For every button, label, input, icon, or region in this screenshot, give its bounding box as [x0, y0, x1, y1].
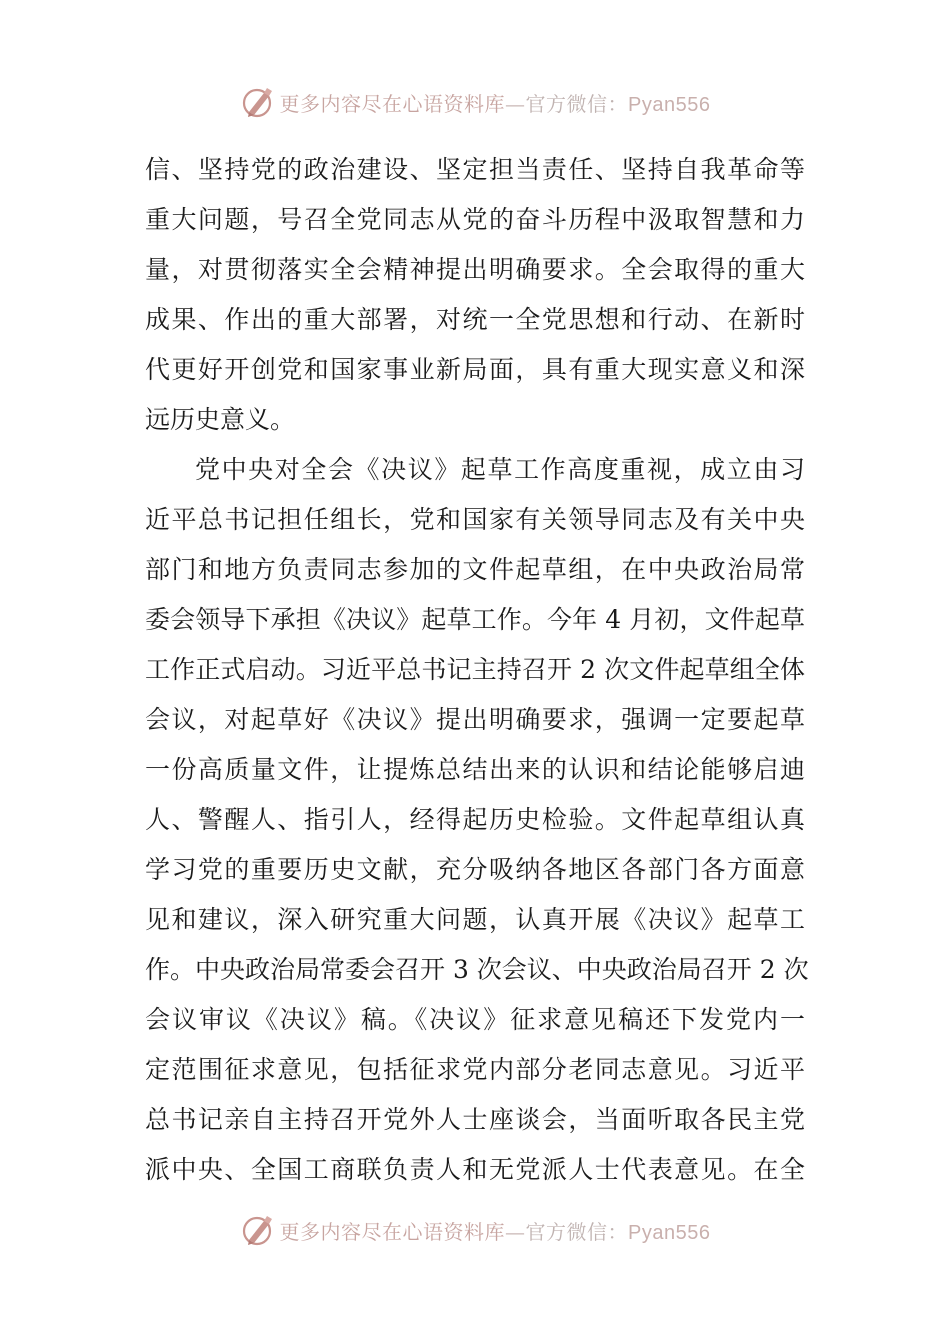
text-line: 总书记亲自主持召开党外人士座谈会，当面听取各民主党 [145, 1105, 805, 1134]
body-text [145, 145, 809, 1195]
text-line: 重大问题，号召全党同志从党的奋斗历程中汲取智慧和力 [145, 205, 805, 234]
text-line: 工作正式启动。习近平总书记主持召开 2 次文件起草组全体 [145, 655, 805, 684]
text-line: 成果、作出的重大部署，对统一全党思想和行动、在新时 [145, 305, 805, 334]
text-line: 作。中央政治局常委会召开 3 次会议、中央政治局召开 2 次 [145, 955, 809, 984]
header-watermark [0, 82, 950, 122]
text-line: 近平总书记担任组长，党和国家有关领导同志及有关中央 [145, 505, 805, 534]
text-line: 学习党的重要历史文献，充分吸纳各地区各部门各方面意 [145, 855, 805, 884]
text-line: 信、坚持党的政治建设、坚定担当责任、坚持自我革命等 [145, 155, 805, 184]
paragraph-1 [145, 145, 805, 445]
text-line: 党中央对全会《决议》起草工作高度重视，成立由习 [195, 455, 805, 484]
text-line: 一份高质量文件，让提炼总结出来的认识和结论能够启迪 [145, 755, 805, 784]
watermark-id: Pyan556 [628, 1221, 711, 1244]
text-line: 部门和地方负责同志参加的文件起草组，在中央政治局常 [145, 555, 805, 584]
text-line: 人、警醒人、指引人，经得起历史检验。文件起草组认真 [145, 805, 805, 834]
footer-watermark [0, 1210, 950, 1250]
watermark-site: 更多内容尽在心语资料库 [279, 1219, 506, 1244]
text-line: 会议，对起草好《决议》提出明确要求，强调一定要起草 [145, 705, 805, 734]
text-line: 定范围征求意见，包括征求党内部分老同志意见。习近平 [145, 1055, 805, 1084]
watermark-separator: — [505, 91, 526, 116]
watermark-site: 更多内容尽在心语资料库 [279, 91, 506, 116]
text-line: 量，对贯彻落实全会精神提出明确要求。全会取得的重大 [145, 255, 805, 284]
paragraph-2 [145, 445, 809, 1195]
text-line: 见和建议，深入研究重大问题，认真开展《决议》起草工 [145, 905, 805, 934]
watermark-separator: — [505, 1219, 526, 1244]
watermark-label: 官方微信： [525, 91, 629, 116]
text-line: 远历史意义。 [145, 405, 296, 434]
pen-logo-icon [240, 1212, 276, 1248]
watermark-id: Pyan556 [628, 93, 711, 116]
text-line: 代更好开创党和国家事业新局面，具有重大现实意义和深 [145, 355, 805, 384]
pen-logo-icon [240, 84, 276, 120]
watermark-label: 官方微信： [525, 1219, 629, 1244]
text-line: 派中央、全国工商联负责人和无党派人士代表意见。在全 [145, 1155, 805, 1184]
text-line: 委会领导下承担《决议》起草工作。今年 4 月初，文件起草 [145, 605, 805, 634]
text-line: 会议审议《决议》稿。《决议》征求意见稿还下发党内一 [145, 1005, 805, 1034]
